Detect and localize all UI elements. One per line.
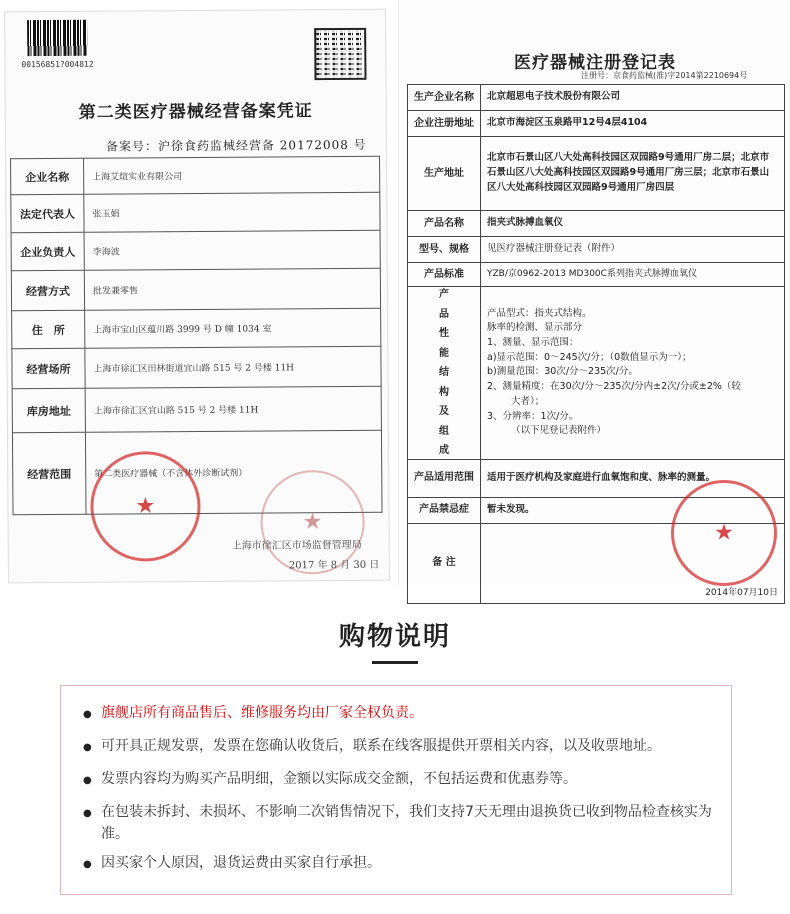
list-item	[83, 801, 713, 845]
row-label: 备 注	[408, 523, 481, 603]
note-text: 因买家个人原因，退货运费由买家自行承担。	[101, 855, 381, 871]
bullet-icon	[83, 702, 95, 726]
table-row	[408, 211, 785, 237]
table-row	[408, 263, 785, 287]
table-row	[11, 268, 380, 311]
table-row	[408, 137, 785, 211]
bullet-icon	[83, 768, 95, 792]
bullet-icon	[83, 735, 95, 759]
row-value: 上海艾煊实业有限公司	[84, 156, 380, 194]
note-text: 在包装未拆封、未损坏、不影响二次销售情况下，我们支持7天无理由退换货已收到物品检查核实为准。	[101, 804, 712, 842]
bureau-seal-icon: ★	[260, 470, 365, 575]
list-item	[83, 852, 713, 874]
note-text: 可开具正规发票，发票在您确认收货后，联系在线客服提供开票相关内容，以及收票地址。	[101, 738, 661, 754]
row-value: 上海市宝山区蕴川路 3999 号 D 幢 1034 室	[85, 308, 381, 348]
model-value: 见医疗器械注册登记表（附件）	[481, 237, 785, 263]
left-certificate	[4, 9, 390, 584]
row-label: 经营范围	[12, 432, 86, 515]
left-record-number: 备案号：沪徐食药监械经营备 20172008 号	[105, 137, 367, 154]
row-value: 张玉娟	[84, 192, 380, 232]
barcode-icon	[27, 20, 87, 56]
row-label: 经营场所	[12, 348, 85, 389]
composition-value: 产品型式：指夹式结构。 脉率的检测、显示部分 1、测量、显示范围： a)显示范围：0～245次/分；（0数值显示为一）； b)测量范围：30次/分～235次/分。 2、测量精度：在30次/分～235次/分内±2次/分或±2%（较 大者）； 3、分辨率：1次/分。 （以下见登记表附件）	[481, 287, 785, 460]
list-item	[83, 702, 713, 724]
left-certificate-title: 第二类医疗器械经营备案凭证	[78, 101, 313, 123]
left-issuer: 上海市徐汇区市场监督管理局	[231, 539, 362, 552]
row-label: 企业名称	[11, 158, 84, 195]
table-row	[11, 156, 380, 195]
table-row	[12, 386, 381, 433]
note-text: 旗舰店所有商品售后、维修服务均由厂家全权负责。	[101, 705, 423, 721]
row-label: 型号、规格	[408, 237, 481, 263]
qr-code-icon	[314, 28, 366, 80]
right-date: 2014年07月10日	[705, 587, 778, 598]
row-label: 住 所	[12, 310, 85, 349]
registration-number: 注册号：京食药监械(准)字2014第2210694号	[581, 71, 748, 80]
product-name-value: 指夹式脉搏血氧仪	[481, 211, 785, 237]
table-row	[11, 192, 380, 233]
row-label: 产品标准	[408, 263, 481, 287]
table-row	[12, 308, 381, 349]
left-date: 2017 年 8 月 30 日	[288, 559, 380, 572]
shopping-title: 购物说明	[338, 622, 451, 652]
title-underline	[372, 661, 418, 664]
manufacturer-value: 北京超思电子技术股份有限公司	[481, 85, 785, 111]
bullet-icon	[83, 801, 95, 825]
table-row	[408, 111, 785, 137]
company-seal-icon: ★	[90, 451, 201, 562]
left-certificate-table	[10, 156, 382, 516]
row-value: 李海波	[84, 230, 380, 270]
row-label: 经营方式	[11, 270, 84, 311]
bullet-icon	[83, 852, 95, 876]
table-row	[408, 287, 785, 460]
row-value: 上海市徐汇区田林街道宜山路 515 号 2 号楼 11H	[85, 346, 381, 388]
composition-label: 产 品 性 能 结 构 及 组 成	[408, 287, 481, 460]
row-label: 生产地址	[408, 137, 481, 211]
row-label: 库房地址	[12, 388, 85, 433]
right-certificate-title: 医疗器械注册登记表	[514, 53, 676, 73]
production-address-value: 北京市石景山区八大处高科技园区双园路9号通用厂房二层；北京市石景山区八大处高科技园区双园路9号通用厂房三层；北京市石景山区八大处高科技园区双园路9号通用厂房四层	[481, 137, 785, 211]
row-label: 产品名称	[408, 211, 481, 237]
row-label: 企业负责人	[11, 232, 84, 271]
barcode-number: 00156851?004812	[21, 59, 94, 70]
scope-value: 适用于医疗机构及家庭进行血氧饱和度、脉率的测量。	[481, 459, 785, 497]
row-value: 批发兼零售	[84, 268, 380, 310]
row-value: 上海市徐汇区宜山路 515 号 2 号楼 11H	[85, 386, 381, 432]
manufacturer-seal-icon: ★	[671, 480, 777, 586]
reg-address-value: 北京市海淀区玉泉路甲12号4层4104	[481, 111, 785, 137]
shopping-notes-box	[60, 685, 732, 895]
contraindication-value: 暂未发现。	[481, 497, 785, 523]
row-label: 生产企业名称	[408, 85, 481, 111]
table-row	[12, 346, 381, 389]
table-row	[408, 237, 785, 263]
standard-value: YZB/京0962-2013 MD300C系列指夹式脉搏血氧仪	[481, 263, 785, 287]
table-row	[408, 85, 785, 111]
row-label: 产品适用范围	[408, 459, 481, 497]
list-item	[83, 735, 713, 757]
list-item	[83, 768, 713, 790]
table-row	[11, 230, 380, 271]
right-certificate	[398, 0, 790, 598]
row-label: 法定代表人	[11, 194, 84, 233]
row-label: 企业注册地址	[408, 111, 481, 137]
row-value: 第二类医疗器械（不含体外诊断试剂）	[85, 430, 382, 514]
note-text: 发票内容均为购买产品明细，金额以实际成交金额，不包括运费和优惠券等。	[101, 771, 577, 787]
row-label: 产品禁忌症	[408, 497, 481, 523]
